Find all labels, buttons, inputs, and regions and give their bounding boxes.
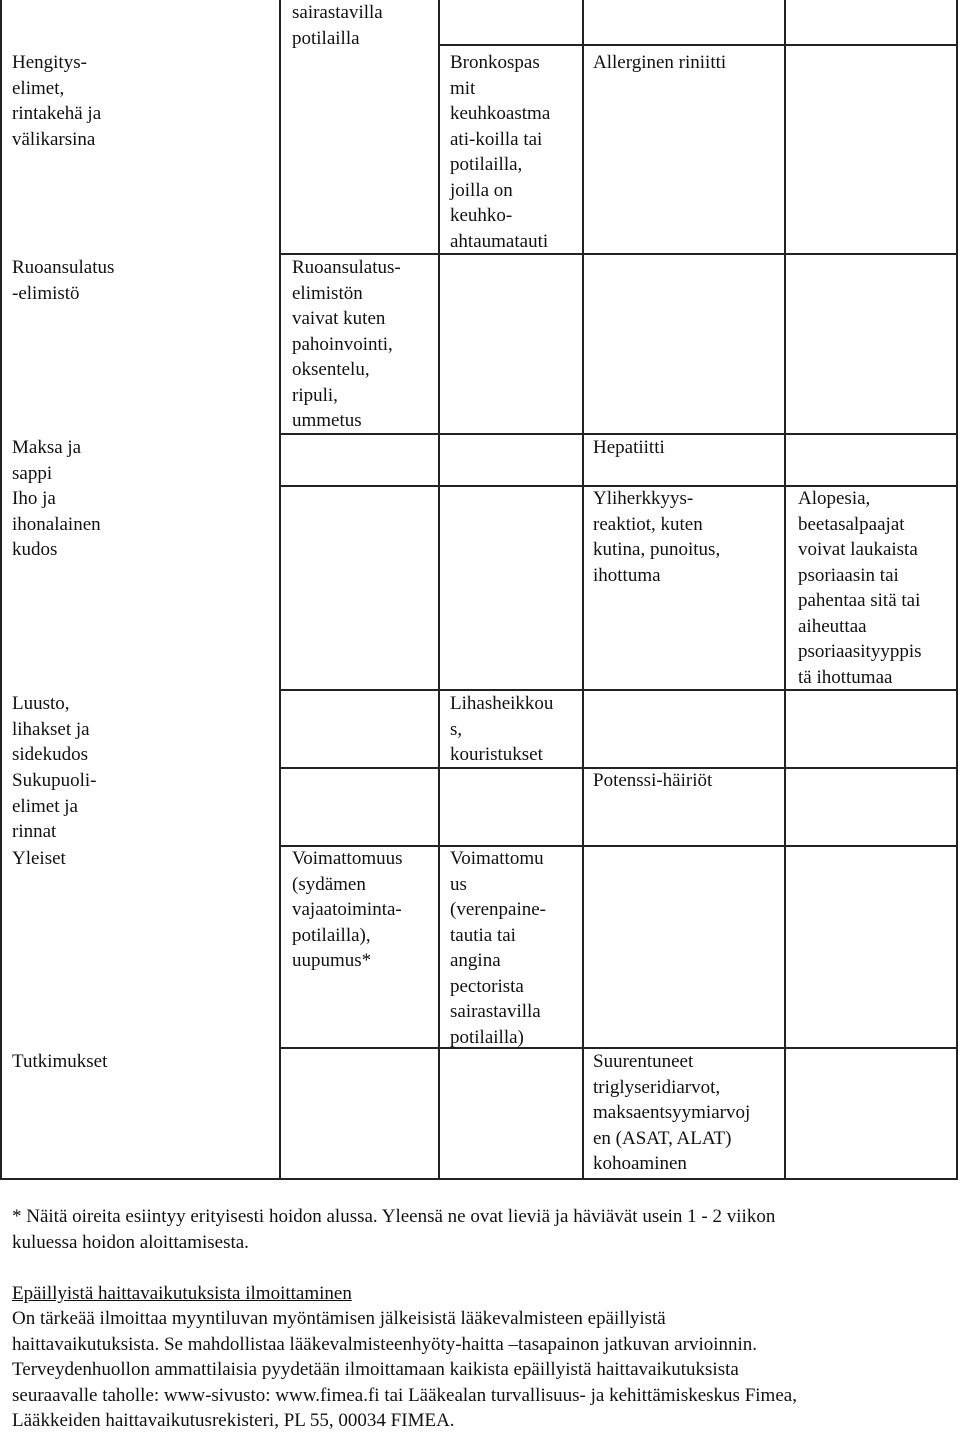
col4-reproductive: Potenssi-häiriöt <box>593 770 713 791</box>
col4-hepatobiliary: Hepatiitti <box>593 437 665 458</box>
col2-gastrointestinal: Ruoansulatus- elimistön vaivat kuten pahoinvointi, oksentelu, ripuli, ummetus <box>292 257 401 431</box>
column-divider-3 <box>582 0 584 1180</box>
table-border-left <box>0 0 2 1180</box>
col3-general: Voimattomu us (verenpaine- tautia tai angina pectorista sairastavilla potilailla) <box>450 848 546 1048</box>
col4-skin: Yliherkkyys- reaktiot, kuten kutina, punoitus, ihottuma <box>593 488 721 586</box>
col2-respiratory-continuation: sairastavilla potilailla <box>292 2 383 49</box>
organ-reproductive: Sukupuoli- elimet ja rinnat <box>12 770 97 842</box>
footnote: * Näitä oireita esiintyy erityisesti hoidon alussa. Yleensä ne ovat lieviä ja häviävät usein 1 - 2 viikon kuluessa hoidon aloittamisesta. <box>12 1206 776 1253</box>
row-border-1-right <box>438 44 958 46</box>
organ-musculoskeletal: Luusto, lihakset ja sidekudos <box>12 693 90 765</box>
organ-respiratory: Hengitys- elimet, rintakehä ja välikarsina <box>12 52 102 150</box>
col5-skin: Alopesia, beetasalpaajat voivat laukaista psoriaasin tai pahentaa sitä tai aiheuttaa psoriaasityyppis tä ihottumaa <box>798 488 922 688</box>
col2-general: Voimattomuus (sydämen vajaatoiminta- potilailla), uupumus* <box>292 848 403 971</box>
column-divider-2 <box>438 0 440 1180</box>
col3-musculoskeletal: Lihasheikkou s, kouristukset <box>450 693 554 765</box>
organ-investigations: Tutkimukset <box>12 1051 108 1072</box>
organ-gastrointestinal: Ruoansulatus -elimistö <box>12 257 115 304</box>
reporting-heading: Epäillyistä haittavaikutuksista ilmoittaminen <box>12 1283 352 1304</box>
column-divider-4 <box>784 0 786 1180</box>
col4-investigations: Suurentuneet triglyseridiarvot, maksaentsyymiarvoj en (ASAT, ALAT) kohoaminen <box>593 1051 751 1174</box>
reporting-body: On tärkeää ilmoittaa myyntiluvan myöntämisen jälkeisistä lääkevalmisteen epäillyistä haittavaikutuksista. Se mahdollistaa lääkevalmisteenhyöty-haitta –tasapainon jatkuvan arvioinnin. Terveydenhuollon ammattilaisia pyydetään ilmoittamaan kaikista epäillyistä haittavaikutuksista seuraavalle taholle: www-sivusto: www.fimea.fi tai Lääkealan turvallisuus- ja kehittämiskeskus Fimea, Lääkkeiden haittavaikutusrekisteri, PL 55, 00034 FIMEA. <box>12 1308 797 1431</box>
organ-hepatobiliary: Maksa ja sappi <box>12 437 82 484</box>
col4-respiratory: Allerginen riniitti <box>593 52 727 73</box>
organ-skin: Iho ja ihonalainen kudos <box>12 488 101 560</box>
organ-general: Yleiset <box>12 848 66 869</box>
col3-respiratory: Bronkospas mit keuhkoastma ati-koilla tai potilailla, joilla on keuhko- ahtaumatauti <box>450 52 551 252</box>
column-divider-1 <box>279 0 281 1180</box>
